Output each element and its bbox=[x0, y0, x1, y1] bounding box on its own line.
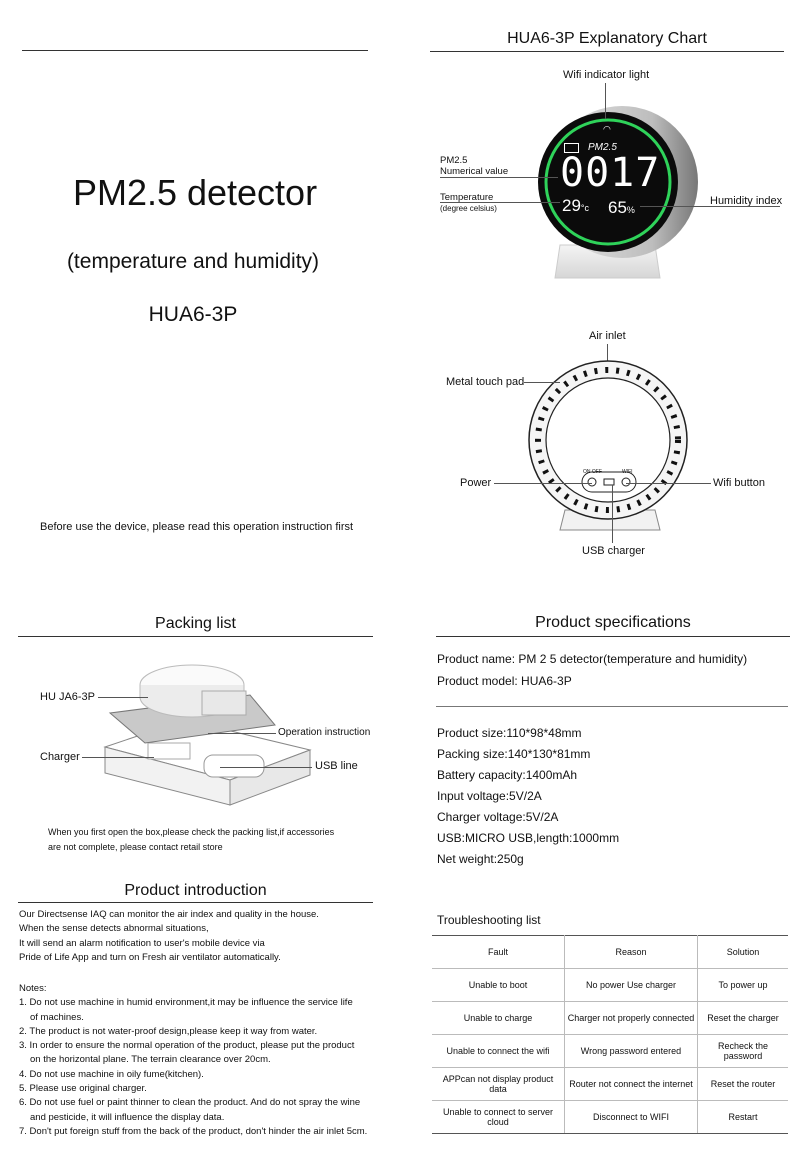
solution-cell: Recheck the password bbox=[698, 1035, 789, 1068]
display-hum-number: 65 bbox=[608, 198, 627, 217]
solution-cell: Restart bbox=[698, 1101, 789, 1134]
wifi-indicator-icon: ◠ bbox=[603, 124, 611, 134]
solution-cell: Reset the charger bbox=[698, 1002, 789, 1035]
packing-label-instruction: Operation instruction bbox=[278, 727, 371, 738]
leader-charger bbox=[82, 757, 154, 758]
leader-pm25 bbox=[440, 177, 558, 178]
table-row bbox=[432, 969, 788, 1002]
label-pm25-line1: PM2.5 bbox=[440, 155, 468, 166]
fault-cell: Unable to charge bbox=[432, 1002, 565, 1035]
intro-line: When the sense detects abnormal situations, bbox=[19, 923, 209, 935]
notes-block bbox=[19, 982, 367, 1139]
note-item: 1. Do not use machine in humid environment,it may be influence the service life bbox=[19, 997, 353, 1009]
table-row bbox=[432, 1101, 788, 1134]
label-air-inlet: Air inlet bbox=[589, 330, 626, 342]
solution-cell: Reset the router bbox=[698, 1068, 789, 1101]
chart-heading-rule bbox=[430, 51, 784, 52]
note-item: 3. In order to ensure the normal operation of the product, please put the product bbox=[19, 1040, 355, 1052]
label-humidity: Humidity index bbox=[710, 195, 783, 207]
intro-heading-rule bbox=[18, 902, 373, 903]
label-pm25-line2: Numerical value bbox=[440, 166, 509, 177]
note-item: 4. Do not use machine in oily fume(kitchen). bbox=[19, 1068, 204, 1080]
cover-top-rule bbox=[22, 50, 368, 51]
reason-cell: Disconnect to WIFI bbox=[565, 1101, 698, 1134]
note-item-cont: and pesticide, it will influence the display data. bbox=[30, 1111, 225, 1123]
reason-cell: Charger not properly connected bbox=[565, 1002, 698, 1035]
fault-cell: Unable to connect to server cloud bbox=[432, 1101, 565, 1134]
display-hum-value bbox=[608, 198, 635, 218]
packing-label-charger: Charger bbox=[40, 751, 80, 763]
note-item-cont: of machines. bbox=[30, 1011, 84, 1023]
cover-title: PM2.5 detector bbox=[72, 172, 318, 213]
leader-touch-pad bbox=[524, 382, 560, 383]
specs-heading-rule bbox=[436, 636, 790, 637]
specs-name: Product name: PM 2 5 detector(temperature and humidity) bbox=[437, 652, 748, 666]
spec-item: Input voltage:5V/2A bbox=[437, 789, 542, 803]
leader-wifi-indicator bbox=[605, 83, 606, 119]
packing-note-line2: are not complete, please contact retail store bbox=[48, 842, 223, 852]
reason-cell: Wrong password entered bbox=[565, 1035, 698, 1068]
packing-heading: Packing list bbox=[155, 615, 236, 632]
note-item: 2. The product is not water-proof design,please keep it way from water. bbox=[19, 1025, 318, 1037]
cover-subtitle: (temperature and humidity) bbox=[66, 250, 320, 273]
fault-cell: APPcan not display product data bbox=[432, 1068, 565, 1101]
reason-cell: Router not connect the internet bbox=[565, 1068, 698, 1101]
display-temp-number: 29 bbox=[562, 196, 581, 215]
table-row bbox=[432, 1068, 788, 1101]
display-pm-label: PM2.5 bbox=[588, 142, 617, 153]
packing-note-line1: When you first open the box,please check the packing list,if accessories bbox=[48, 827, 335, 837]
troubleshooting-heading: Troubleshooting list bbox=[437, 913, 541, 927]
leader-usb bbox=[612, 485, 613, 543]
fault-cell: Unable to boot bbox=[432, 969, 565, 1002]
column-header-reason: Reason bbox=[565, 936, 698, 969]
intro-text bbox=[19, 908, 319, 965]
column-header-solution: Solution bbox=[698, 936, 789, 969]
display-pm-value: 0017 bbox=[560, 150, 661, 196]
specs-divider bbox=[436, 706, 788, 707]
leader-device bbox=[98, 697, 148, 698]
packing-label-device: HU JA6-3P bbox=[40, 691, 96, 703]
label-temp-line1: Temperature bbox=[440, 192, 494, 203]
label-usb-charger: USB charger bbox=[582, 545, 645, 557]
packing-label-usb: USB line bbox=[315, 760, 358, 772]
spec-item: Packing size:140*130*81mm bbox=[437, 747, 591, 761]
note-item-cont: on the horizontal plane. The terrain clearance over 20cm. bbox=[30, 1054, 271, 1066]
cover-model: HUA6-3P bbox=[148, 303, 238, 326]
spec-item: Charger voltage:5V/2A bbox=[437, 810, 559, 824]
switch-onoff-label: ON OFF bbox=[583, 469, 602, 475]
label-wifi-indicator: Wifi indicator light bbox=[563, 69, 650, 81]
display-temp-value bbox=[562, 196, 589, 216]
troubleshooting-table bbox=[432, 935, 788, 1134]
reason-cell: No power Use charger bbox=[565, 969, 698, 1002]
fault-cell: Unable to connect the wifi bbox=[432, 1035, 565, 1068]
label-power: Power bbox=[460, 477, 492, 489]
solution-cell: To power up bbox=[698, 969, 789, 1002]
label-wifi-button: Wifi button bbox=[713, 477, 765, 489]
label-touch-pad: Metal touch pad bbox=[446, 376, 525, 388]
display-hum-unit: % bbox=[626, 205, 635, 215]
spec-item: Product size:110*98*48mm bbox=[437, 726, 582, 740]
leader-usb-line bbox=[220, 767, 312, 768]
note-item: 6. Do not use fuel or paint thinner to clean the product. And do not spray the wine bbox=[19, 1097, 361, 1109]
leader-temp bbox=[440, 202, 560, 203]
leader-humidity bbox=[640, 206, 780, 207]
specs-list bbox=[437, 723, 619, 870]
switch-wifi-label: WIFI bbox=[622, 469, 633, 475]
table-row bbox=[432, 1035, 788, 1068]
note-item: 7. Don't put foreign stuff from the back of the product, don't hinder the air inlet 5cm. bbox=[19, 1125, 368, 1137]
notes-title: Notes: bbox=[19, 983, 47, 994]
packing-heading-rule bbox=[18, 636, 373, 637]
chart-heading: HUA6-3P Explanatory Chart bbox=[507, 30, 707, 47]
leader-power bbox=[494, 483, 592, 484]
spec-item: Battery capacity:1400mAh bbox=[437, 768, 578, 782]
note-item: 5. Please use original charger. bbox=[19, 1083, 147, 1095]
table-row bbox=[432, 1002, 788, 1035]
intro-heading: Product introduction bbox=[124, 882, 267, 899]
spec-item: Net weight:250g bbox=[437, 852, 524, 866]
specs-heading: Product specifications bbox=[535, 614, 691, 631]
specs-model: Product model: HUA6-3P bbox=[437, 674, 572, 688]
cover-note: Before use the device, please read this operation instruction first bbox=[40, 521, 354, 533]
intro-line: It will send an alarm notification to user's mobile device via bbox=[19, 937, 265, 949]
leader-wifi-button bbox=[626, 483, 711, 484]
intro-line: Pride of Life App and turn on Fresh air ventilator automatically. bbox=[19, 951, 281, 963]
column-header-fault: Fault bbox=[432, 936, 565, 969]
intro-line: Our Directsense IAQ can monitor the air index and quality in the house. bbox=[19, 909, 319, 920]
display-temp-unit: °c bbox=[580, 203, 590, 213]
spec-item: USB:MICRO USB,length:1000mm bbox=[437, 831, 620, 845]
table-header-row bbox=[432, 936, 788, 969]
device-back-illustration bbox=[520, 360, 700, 540]
label-temp-line2: (degree celsius) bbox=[440, 204, 497, 213]
leader-instruction bbox=[208, 733, 276, 734]
